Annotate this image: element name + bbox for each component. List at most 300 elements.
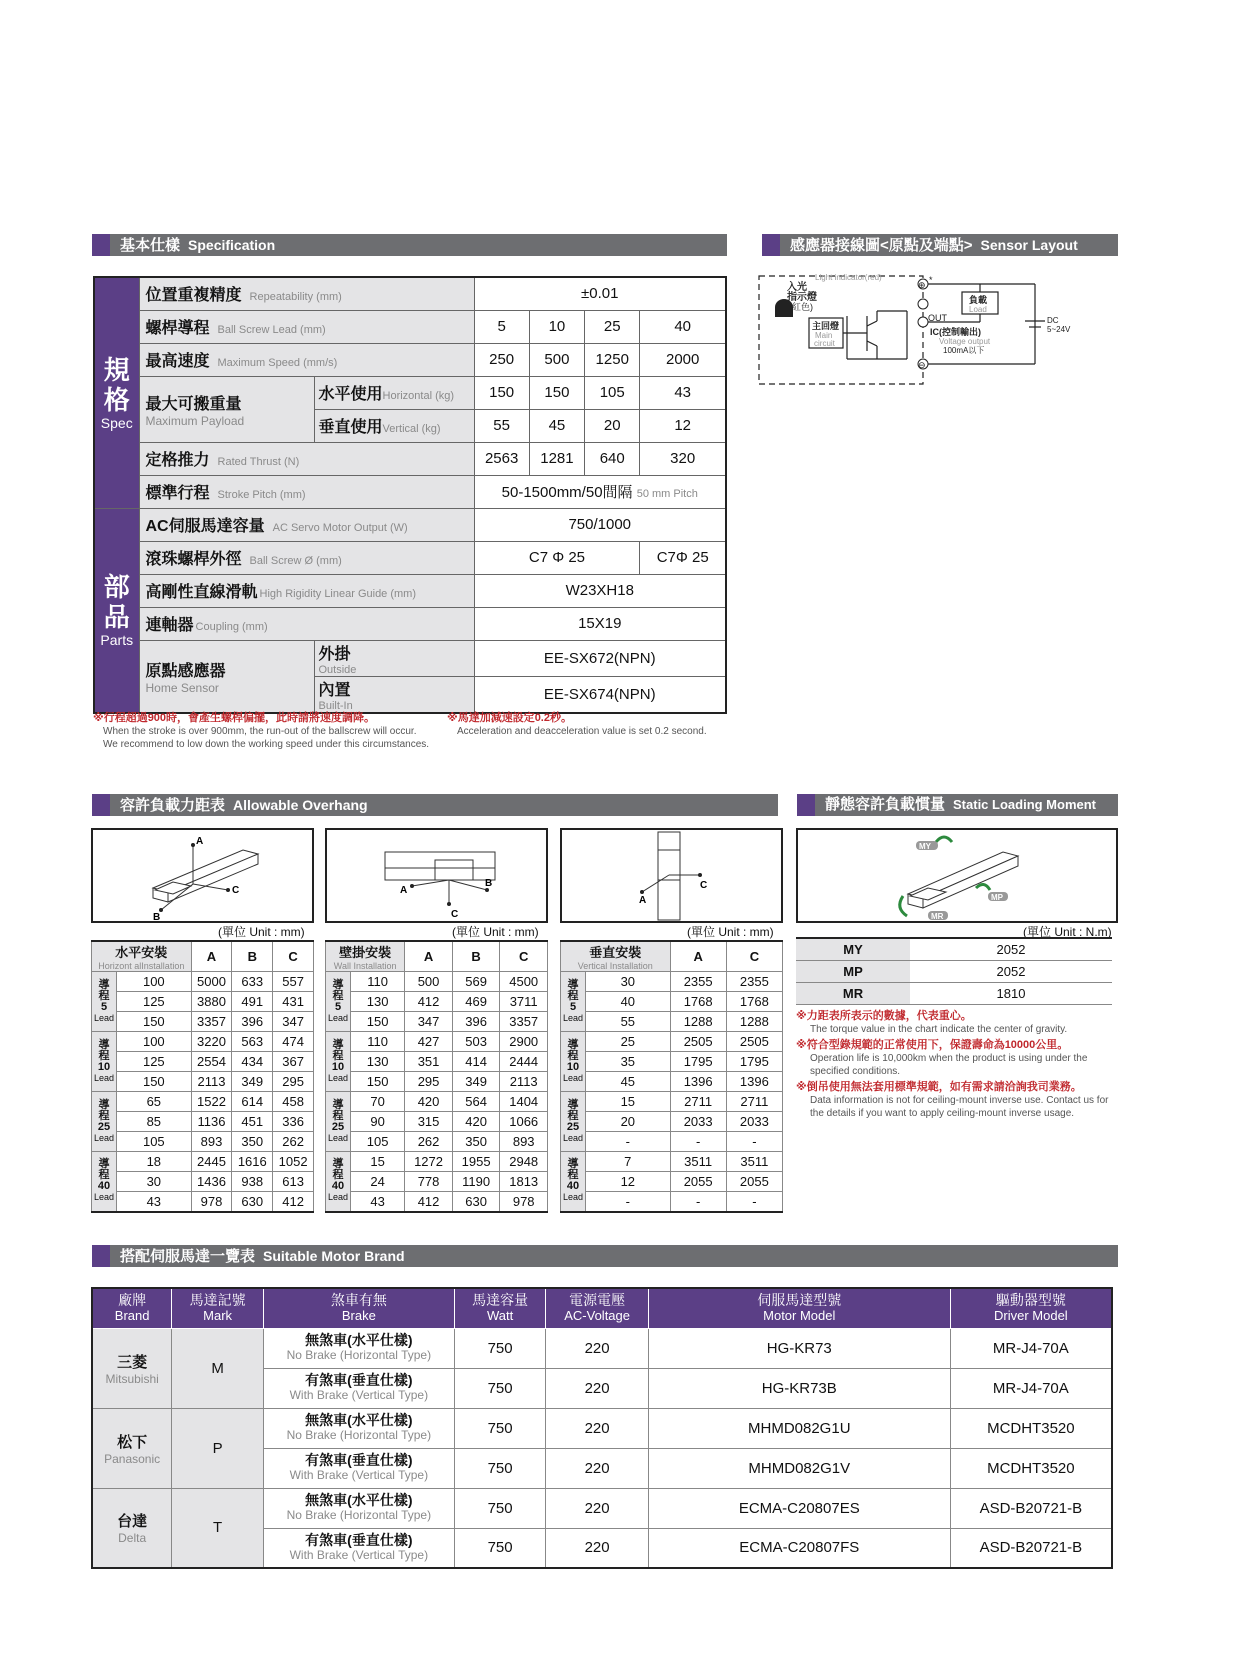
watt-cell: 750 <box>454 1448 546 1488</box>
payload-cell: 110 <box>351 972 405 992</box>
payload-cell: - <box>586 1192 671 1212</box>
motor-column-header: 馬達容量 Watt <box>454 1288 546 1328</box>
payload-label: 最大可搬重量 Maximum Payload <box>139 376 314 442</box>
motor-column-en: Motor Model <box>763 1308 836 1324</box>
diag-label-c: C <box>232 885 240 896</box>
brake-cell: 有煞車(垂直仕樣) With Brake (Vertical Type) <box>263 1368 454 1408</box>
column-header: A <box>405 941 453 972</box>
static-header-en: Static Loading Moment <box>953 797 1097 812</box>
overhang-cell: 1522 <box>191 1092 232 1112</box>
column-header: A <box>191 941 232 972</box>
payload-cell: 20 <box>586 1112 671 1132</box>
overhang-cell: 2355 <box>726 972 782 992</box>
light-indicator-label: Light indicator(red) <box>815 273 882 282</box>
vertical-value: 12 <box>640 409 726 442</box>
lead-cell: 導程 5 Lead <box>92 972 117 1032</box>
overhang-cell: 3511 <box>670 1152 726 1172</box>
overhang-cell: 2554 <box>191 1052 232 1072</box>
lead-en: Lead <box>328 1072 349 1083</box>
main-en-label: Main <box>815 331 833 340</box>
brake-en: No Brake (Horizontal Type) <box>286 1508 432 1522</box>
overhang-cell: 2505 <box>670 1032 726 1052</box>
brand-en: Delta <box>118 1531 147 1546</box>
overhang-cell: 1066 <box>500 1112 548 1132</box>
lead-label: 螺桿導程 Ball Screw Lead (mm) <box>139 310 474 343</box>
lead-en: Lead <box>94 1132 115 1143</box>
vertical-value: 45 <box>529 409 584 442</box>
overhang-cell: 2033 <box>670 1112 726 1132</box>
parts-category: 部 品 Parts <box>94 508 139 713</box>
payload-cell: 85 <box>117 1112 192 1132</box>
overhang-cell: 633 <box>232 972 273 992</box>
overhang-cell: 367 <box>273 1052 314 1072</box>
horizontal-value: 150 <box>474 376 529 409</box>
payload-cell: 24 <box>351 1172 405 1192</box>
static-notes: ※力距表所表示的數據，代表重心。 The torque value in the chart indicate the center of gravity. ※符合型錄規範的正常使用下，保證壽命為10000公里。 Operation life is 10,000km when the product is using under the specified conditions. ※倒吊使用無法套用標準規範，如有需求請洽詢我司業務。 Data information is not for ceiling-mount inverse use. Contact us for the details if you want to apply ceiling-mount inverse usage. <box>796 1010 1109 1119</box>
lead-cell: 導程 5 Lead <box>326 972 351 1032</box>
overhang-cell: 1288 <box>670 1012 726 1032</box>
overhang-cell: 1768 <box>670 992 726 1012</box>
brake-cell: 有煞車(垂直仕樣) With Brake (Vertical Type) <box>263 1448 454 1488</box>
brake-en: With Brake (Vertical Type) <box>289 1388 429 1402</box>
mark-cell: P <box>172 1408 264 1488</box>
overhang-cell: 351 <box>405 1052 453 1072</box>
column-header: C <box>726 941 782 972</box>
dc-label: DC <box>1047 316 1059 325</box>
spec-header-zh: 基本仕樣 <box>120 237 181 254</box>
payload-cell: 18 <box>117 1152 192 1172</box>
overhang-cell: 1136 <box>191 1112 232 1132</box>
column-header: B <box>452 941 500 972</box>
overhang-cell: 1396 <box>726 1072 782 1092</box>
static-header-zh: 靜態容許負載慣量 <box>825 796 946 813</box>
overhang-cell: 630 <box>232 1192 273 1212</box>
overhang-cell: 614 <box>232 1092 273 1112</box>
watt-cell: 750 <box>454 1328 546 1368</box>
screw-label: 滾珠螺桿外徑 Ball Screw Ø (mm) <box>139 541 474 574</box>
overhang-cell: 420 <box>452 1112 500 1132</box>
overhang-cell: 3511 <box>726 1152 782 1172</box>
load-en-label: Load <box>969 305 987 314</box>
overhang-cell: 3357 <box>500 1012 548 1032</box>
diag-label-b: B <box>485 878 493 889</box>
motor-header-en: Suitable Motor Brand <box>263 1248 405 1264</box>
motor-column-header: 伺服馬達型號 Motor Model <box>648 1288 950 1328</box>
motor-model-cell: HG-KR73B <box>648 1368 950 1408</box>
watt-cell: 750 <box>454 1528 546 1568</box>
speed-value: 1250 <box>585 343 640 376</box>
motor-header-zh: 搭配伺服馬達一覽表 <box>120 1248 256 1265</box>
install-type-en: Horizont alInstallation <box>98 961 185 971</box>
overhang-cell: 3220 <box>191 1032 232 1052</box>
overhang-cell: 396 <box>452 1012 500 1032</box>
voltage-output-label: Voltage output <box>939 337 991 346</box>
vertical-label: 垂直使用Vertical (kg) <box>314 409 474 442</box>
spec-header <box>110 234 727 256</box>
my-label: MY <box>919 842 931 851</box>
overhang-cell: 2113 <box>500 1072 548 1092</box>
static-value: 2052 <box>910 938 1112 960</box>
stroke-label: 標準行程 Stroke Pitch (mm) <box>139 475 474 508</box>
watt-cell: 750 <box>454 1408 546 1448</box>
overhang-cell: 350 <box>452 1132 500 1152</box>
payload-cell: 65 <box>117 1092 192 1112</box>
overhang-cell: 1795 <box>670 1052 726 1072</box>
overhang-cell: 414 <box>452 1052 500 1072</box>
motor-column-header: 驅動器型號 Driver Model <box>950 1288 1112 1328</box>
overhang-cell: 2900 <box>500 1032 548 1052</box>
unit-w: (單位 Unit : mm) <box>452 925 539 939</box>
repeat-value: ±0.01 <box>474 277 726 310</box>
overhang-cell: 2355 <box>670 972 726 992</box>
overhang-cell: 1813 <box>500 1172 548 1192</box>
brake-en: No Brake (Horizontal Type) <box>286 1428 432 1442</box>
plus-terminal: ⊕ <box>918 280 926 290</box>
install-type-header: 水平安裝 Horizont alInstallation <box>92 941 192 972</box>
voltage-cell: 220 <box>546 1368 648 1408</box>
overhang-cell: 451 <box>232 1112 273 1132</box>
minus-terminal: ⊖ <box>918 360 926 370</box>
payload-cell: 55 <box>586 1012 671 1032</box>
vertical-install-diagram <box>560 828 783 923</box>
screw-value: C7 Φ 25 <box>474 541 640 574</box>
overhang-cell: 2055 <box>726 1172 782 1192</box>
payload-cell: 100 <box>117 1032 192 1052</box>
brake-cell: 無煞車(水平仕樣) No Brake (Horizontal Type) <box>263 1408 454 1448</box>
overhang-cell: 1396 <box>670 1072 726 1092</box>
overhang-cell: - <box>726 1132 782 1152</box>
lead-cell: 導程 40 Lead <box>92 1152 117 1212</box>
mp-label: MP <box>991 893 1003 902</box>
lead-en: Lead <box>563 1132 584 1143</box>
overhang-cell: 350 <box>232 1132 273 1152</box>
brake-cell: 有煞車(垂直仕樣) With Brake (Vertical Type) <box>263 1528 454 1568</box>
overhang-cell: 349 <box>452 1072 500 1092</box>
home-sensor-label: 原點感應器 Home Sensor <box>139 640 314 713</box>
mark-cell: T <box>172 1488 264 1568</box>
payload-cell: 43 <box>351 1192 405 1212</box>
horizontal-label: 水平使用Horizontal (kg) <box>314 376 474 409</box>
overhang-cell: 315 <box>405 1112 453 1132</box>
overhang-cell: 349 <box>232 1072 273 1092</box>
column-header: B <box>232 941 273 972</box>
overhang-cell: 295 <box>405 1072 453 1092</box>
motor-output-label: AC伺服馬達容量 AC Servo Motor Output (W) <box>139 508 474 541</box>
horizontal-value: 43 <box>640 376 726 409</box>
overhang-cell: 978 <box>500 1192 548 1212</box>
overhang-cell: 2948 <box>500 1152 548 1172</box>
ma-label: 100mA以下 <box>943 346 985 355</box>
payload-cell: 125 <box>117 992 192 1012</box>
overhang-cell: 474 <box>273 1032 314 1052</box>
driver-model-cell: MCDHT3520 <box>950 1408 1112 1448</box>
watt-cell: 750 <box>454 1368 546 1408</box>
payload-cell: 40 <box>586 992 671 1012</box>
builtin-label: 內置 Built-In <box>314 676 474 713</box>
motor-header <box>110 1245 1118 1267</box>
payload-cell: 130 <box>351 992 405 1012</box>
overhang-cell: 412 <box>405 1192 453 1212</box>
overhang-cell: 564 <box>452 1092 500 1112</box>
payload-cell: 7 <box>586 1152 671 1172</box>
lead-en: Lead <box>94 1072 115 1083</box>
overhang-cell: 613 <box>273 1172 314 1192</box>
motor-column-en: Watt <box>486 1308 514 1324</box>
lead-en: Lead <box>328 1012 349 1023</box>
overhang-cell: 938 <box>232 1172 273 1192</box>
payload-cell: 15 <box>351 1152 405 1172</box>
red-label: (紅色) <box>789 302 813 312</box>
sensor-header-zh: 感應器接線圖<原點及端點> <box>790 237 973 254</box>
static-key: MP <box>796 960 910 982</box>
lead-cell: 導程 10 Lead <box>92 1032 117 1092</box>
voltage-cell: 220 <box>546 1488 648 1528</box>
unit-v: (單位 Unit : mm) <box>687 925 774 939</box>
motor-brand-table <box>91 1287 1113 1569</box>
install-type-header: 壁掛安裝 Wall Installation <box>326 941 405 972</box>
payload-cell: 15 <box>586 1092 671 1112</box>
repeat-label: 位置重複精度 Repeatability (mm) <box>139 277 474 310</box>
overhang-cell: 893 <box>500 1132 548 1152</box>
payload-cell: 130 <box>351 1052 405 1072</box>
motor-output-value: 750/1000 <box>474 508 726 541</box>
sensor-header-en: Sensor Layout <box>980 237 1078 253</box>
vertical-overhang-table <box>560 940 783 1213</box>
coupling-label: 連軸器 Coupling (mm) <box>139 607 474 640</box>
motor-model-cell: MHMD082G1U <box>648 1408 950 1448</box>
payload-cell: 30 <box>586 972 671 992</box>
lead-cell: 導程 5 Lead <box>561 972 586 1032</box>
stroke-value: 50-1500mm/50間隔 50 mm Pitch <box>474 475 726 508</box>
overhang-cell: 1955 <box>452 1152 500 1172</box>
builtin-value: EE-SX674(NPN) <box>474 676 726 713</box>
overhang-cell: - <box>670 1192 726 1212</box>
lead-cell: 導程 25 Lead <box>561 1092 586 1152</box>
payload-cell: 150 <box>117 1012 192 1032</box>
brake-en: No Brake (Horizontal Type) <box>286 1348 432 1362</box>
brand-en: Mitsubishi <box>105 1371 159 1386</box>
overhang-cell: 563 <box>232 1032 273 1052</box>
motor-column-header: 廠牌 Brand <box>92 1288 172 1328</box>
motor-model-cell: ECMA-C20807FS <box>648 1528 950 1568</box>
payload-cell: 100 <box>117 972 192 992</box>
overhang-cell: 347 <box>273 1012 314 1032</box>
static-header <box>815 794 1118 816</box>
overhang-cell: 2055 <box>670 1172 726 1192</box>
overhang-cell: 295 <box>273 1072 314 1092</box>
install-type-en: Wall Installation <box>333 961 397 971</box>
overhang-cell: 4500 <box>500 972 548 992</box>
overhang-cell: 262 <box>273 1132 314 1152</box>
outside-value: EE-SX672(NPN) <box>474 640 726 676</box>
main-circuit-label: 主回燈 <box>812 321 840 331</box>
motor-model-cell: ECMA-C20807ES <box>648 1488 950 1528</box>
lead-en: Lead <box>328 1192 349 1203</box>
overhang-cell: 2505 <box>726 1032 782 1052</box>
unit-static: (單位 Unit : N.m) <box>1023 925 1112 939</box>
overhang-cell: 893 <box>191 1132 232 1152</box>
brake-cell: 無煞車(水平仕樣) No Brake (Horizontal Type) <box>263 1488 454 1528</box>
overhang-cell: 1768 <box>726 992 782 1012</box>
payload-cell: 45 <box>586 1072 671 1092</box>
static-value: 1810 <box>910 982 1112 1004</box>
lead-value: 5 <box>474 310 529 343</box>
guide-value: W23XH18 <box>474 574 726 607</box>
overhang-cell: 427 <box>405 1032 453 1052</box>
payload-cell: 35 <box>586 1052 671 1072</box>
install-type-header: 垂直安裝 Vertical Installation <box>561 941 671 972</box>
lead-en: Lead <box>563 1012 584 1023</box>
lead-cell: 導程 10 Lead <box>561 1032 586 1092</box>
overhang-cell: 2444 <box>500 1052 548 1072</box>
overhang-cell: 2445 <box>191 1152 232 1172</box>
motor-column-en: Driver Model <box>994 1308 1068 1324</box>
wall-install-diagram <box>325 828 548 923</box>
voltage-cell: 220 <box>546 1528 648 1568</box>
overhang-cell: 262 <box>405 1132 453 1152</box>
motor-column-en: Brand <box>114 1308 150 1324</box>
thrust-value: 1281 <box>529 442 584 475</box>
wall-overhang-table <box>325 940 548 1213</box>
column-header: C <box>273 941 314 972</box>
horizontal-overhang-table <box>91 940 314 1213</box>
lead-value: 25 <box>585 310 640 343</box>
payload-cell: 90 <box>351 1112 405 1132</box>
diag-label-a: A <box>196 836 204 847</box>
lead-en: Lead <box>94 1192 115 1203</box>
payload-cell: 43 <box>117 1192 192 1212</box>
payload-cell: - <box>586 1132 671 1152</box>
unit-h: (單位 Unit : mm) <box>218 925 305 939</box>
column-header: C <box>500 941 548 972</box>
overhang-cell: 978 <box>191 1192 232 1212</box>
lead-en: Lead <box>563 1192 584 1203</box>
payload-cell: 150 <box>117 1072 192 1092</box>
overhang-cell: 1190 <box>452 1172 500 1192</box>
motor-column-header: 煞車有無 Brake <box>263 1288 454 1328</box>
spec-table <box>93 276 727 714</box>
payload-cell: 30 <box>117 1172 192 1192</box>
spec-header-en: Specification <box>188 237 276 253</box>
lead-value: 10 <box>529 310 584 343</box>
brand-cell: 松下 Panasonic <box>92 1408 172 1488</box>
voltage-cell: 220 <box>546 1328 648 1368</box>
static-key: MY <box>796 938 910 960</box>
diag-label-c: C <box>451 909 459 920</box>
speed-value: 2000 <box>640 343 726 376</box>
overhang-cell: 503 <box>452 1032 500 1052</box>
static-moment-diagram <box>796 828 1118 923</box>
motor-model-cell: HG-KR73 <box>648 1328 950 1368</box>
payload-cell: 150 <box>351 1012 405 1032</box>
horizontal-value: 150 <box>529 376 584 409</box>
overhang-cell: 1436 <box>191 1172 232 1192</box>
motor-column-en: AC-Voltage <box>564 1308 630 1324</box>
motor-column-header: 電源電壓 AC-Voltage <box>546 1288 648 1328</box>
payload-cell: 105 <box>351 1132 405 1152</box>
payload-cell: 105 <box>117 1132 192 1152</box>
overhang-cell: 431 <box>273 992 314 1012</box>
stroke-note: ※行程超過900時，會產生螺桿偏擺，此時請將速度調降。 When the stroke is over 900mm, the run-out of the ballscrew will occur. We recommend to low down the working speed under this circumstances. <box>93 712 430 750</box>
overhang-cell: 3357 <box>191 1012 232 1032</box>
lead-value: 40 <box>640 310 726 343</box>
thrust-value: 640 <box>585 442 640 475</box>
thrust-value: 2563 <box>474 442 529 475</box>
lead-en: Lead <box>563 1072 584 1083</box>
payload-cell: 150 <box>351 1072 405 1092</box>
screw-value: C7Φ 25 <box>640 541 726 574</box>
overhang-cell: 5000 <box>191 972 232 992</box>
circuit-en-label: circuit <box>814 339 835 348</box>
lead-en: Lead <box>94 1012 115 1023</box>
brake-en: With Brake (Vertical Type) <box>289 1547 429 1562</box>
speed-label: 最高速度 Maximum Speed (mm/s) <box>139 343 474 376</box>
brand-cell: 台達 Delta <box>92 1488 172 1568</box>
motor-column-en: Brake <box>341 1308 376 1324</box>
static-key: MR <box>796 982 910 1004</box>
diag-label-a: A <box>400 885 408 896</box>
overhang-cell: 1288 <box>726 1012 782 1032</box>
overhang-header <box>110 794 778 816</box>
mark-cell: M <box>172 1328 264 1408</box>
overhang-cell: 3711 <box>500 992 548 1012</box>
spec-category: 規 格 Spec <box>94 277 139 508</box>
brand-en: Panasonic <box>104 1451 161 1466</box>
overhang-header-en: Allowable Overhang <box>233 797 368 813</box>
indicator-label: 指示燈 <box>787 292 817 303</box>
overhang-cell: 336 <box>273 1112 314 1132</box>
overhang-cell: 3880 <box>191 992 232 1012</box>
voltage-cell: 220 <box>546 1408 648 1448</box>
lead-cell: 導程 40 Lead <box>326 1152 351 1212</box>
watt-cell: 750 <box>454 1488 546 1528</box>
overhang-cell: 420 <box>405 1092 453 1112</box>
overhang-cell: 778 <box>405 1172 453 1192</box>
brake-en: With Brake (Vertical Type) <box>289 1468 429 1482</box>
driver-model-cell: ASD-B20721-B <box>950 1528 1112 1568</box>
overhang-cell: 569 <box>452 972 500 992</box>
horizontal-install-diagram <box>91 828 314 923</box>
driver-model-cell: ASD-B20721-B <box>950 1488 1112 1528</box>
brake-cell: 無煞車(水平仕樣) No Brake (Horizontal Type) <box>263 1328 454 1368</box>
vertical-value: 55 <box>474 409 529 442</box>
lead-en: Lead <box>328 1132 349 1143</box>
accel-note: ※馬達加減速設定0.2秒。 Acceleration and deacceleration value is set 0.2 second. <box>447 712 707 737</box>
diag-label-b: B <box>153 912 161 921</box>
voltage-label: 5~24V <box>1047 325 1071 334</box>
outside-label: 外掛 Outside <box>314 640 474 676</box>
horizontal-value: 105 <box>585 376 640 409</box>
motor-column-en: Mark <box>203 1308 233 1324</box>
driver-model-cell: MR-J4-70A <box>950 1328 1112 1368</box>
payload-cell: 70 <box>351 1092 405 1112</box>
overhang-header-zh: 容許負載力距表 <box>120 797 226 814</box>
in-light-label: 入光 <box>787 282 807 293</box>
static-moment-table <box>796 937 1112 1005</box>
star-mark: * <box>929 275 933 285</box>
overhang-cell: 491 <box>232 992 273 1012</box>
overhang-cell: 1404 <box>500 1092 548 1112</box>
load-label: 負載 <box>969 295 988 305</box>
out-label: OUT <box>928 313 947 323</box>
motor-model-cell: MHMD082G1V <box>648 1448 950 1488</box>
overhang-cell: 557 <box>273 972 314 992</box>
static-value: 2052 <box>910 960 1112 982</box>
overhang-cell: - <box>670 1132 726 1152</box>
lead-cell: 導程 10 Lead <box>326 1032 351 1092</box>
lead-cell: 導程 40 Lead <box>561 1152 586 1212</box>
column-header: A <box>670 941 726 972</box>
